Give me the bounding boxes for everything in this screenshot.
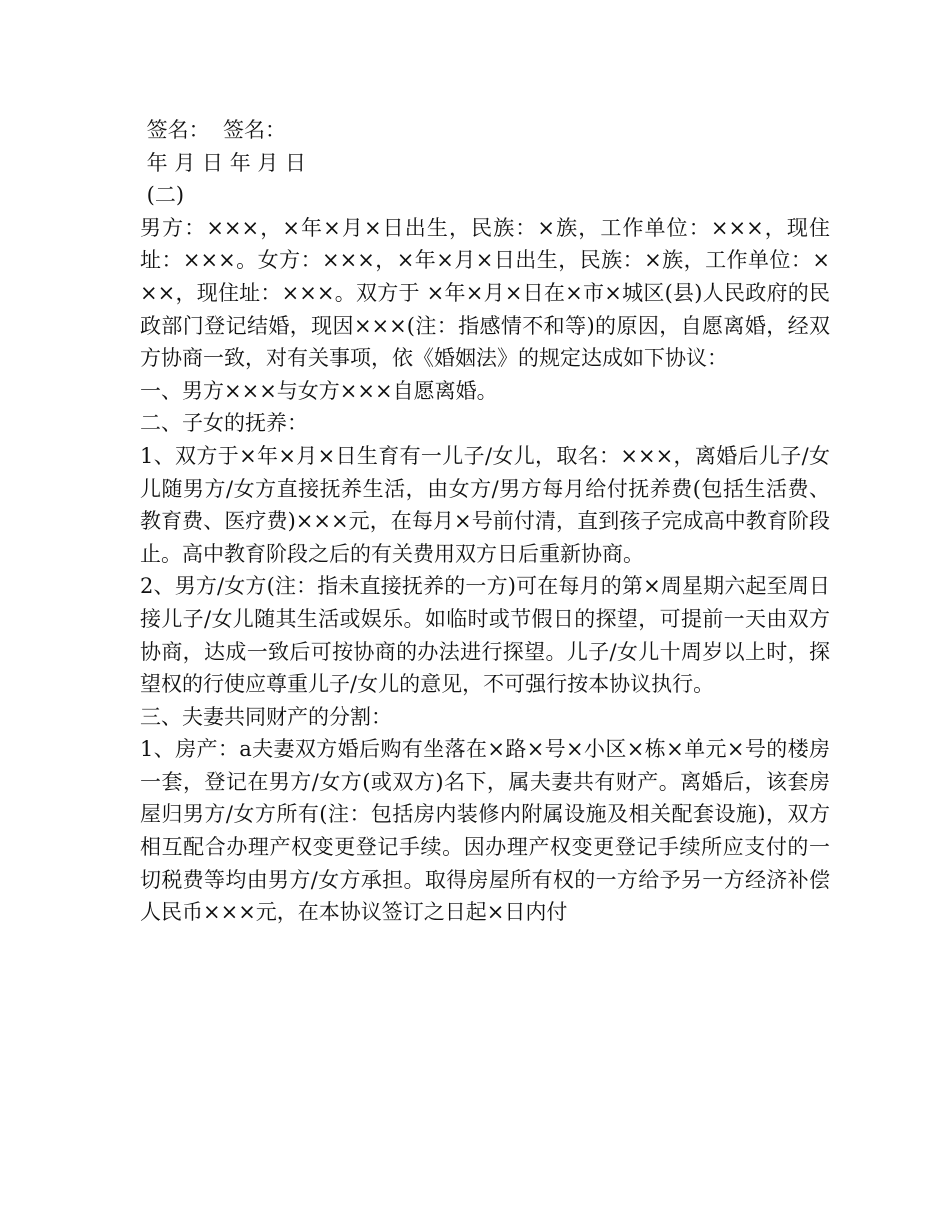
document-body	[140, 114, 830, 929]
clause-child-support: 1、双方于×年×月×日生育有一儿子/女儿，取名：×××，离婚后儿子/女儿随男方/女方直接抚养生活，由女方/男方每月给付抚养费(包括生活费、教育费、医疗费)×××元，在每月×号前付清，直到孩子完成高中教育阶段止。高中教育阶段之后的有关费用双方日后重新协商。	[140, 443, 830, 566]
section-marker: (二)	[140, 183, 185, 208]
heading-child-custody: 二、子女的抚养：	[140, 411, 308, 436]
date-line: 年 月 日 年 月 日	[140, 150, 307, 175]
clause-divorce: 一、男方×××与女方×××自愿离婚。	[140, 378, 498, 403]
clause-visitation: 2、男方/女方(注：指未直接抚养的一方)可在每月的第×周星期六起至周日接儿子/女儿随其生活或娱乐。如临时或节假日的探望，可提前一天由双方协商，达成一致后可按协商的办法进行探望。儿子/女儿十周岁以上时，探望权的行使应尊重儿子/女儿的意见，不可强行按本协议执行。	[140, 574, 830, 697]
signature-line: 签名： 签名：	[140, 118, 287, 142]
clause-real-estate: 1、房产：a夫妻双方婚后购有坐落在×路×号×小区×栋×单元×号的楼房一套，登记在男方/女方(或双方)名下，属夫妻共有财产。离婚后，该套房屋归男方/女方所有(注：包括房内装修内附属设施及相关配套设施)，双方相互配合办理产权变更登记手续。因办理产权变更登记手续所应支付的一切税费等均由男方/女方承担。取得房屋所有权的一方给予另一方经济补偿人民币×××元，在本协议签订之日起×日内付	[140, 737, 830, 925]
heading-property-division: 三、夫妻共同财产的分割：	[140, 704, 392, 729]
parties-paragraph: 男方：×××，×年×月×日出生，民族：×族，工作单位：×××，现住址：×××。女方：×××，×年×月×日出生，民族：×族，工作单位：×××，现住址：×××。双方于 ×年×月×日在×市×城区(县)人民政府的民政部门登记结婚，现因×××(注：指感情不和等)的原因，自愿离婚，经双方协商一致，对有关事项，依《婚姻法》的规定达成如下协议：	[140, 215, 830, 371]
